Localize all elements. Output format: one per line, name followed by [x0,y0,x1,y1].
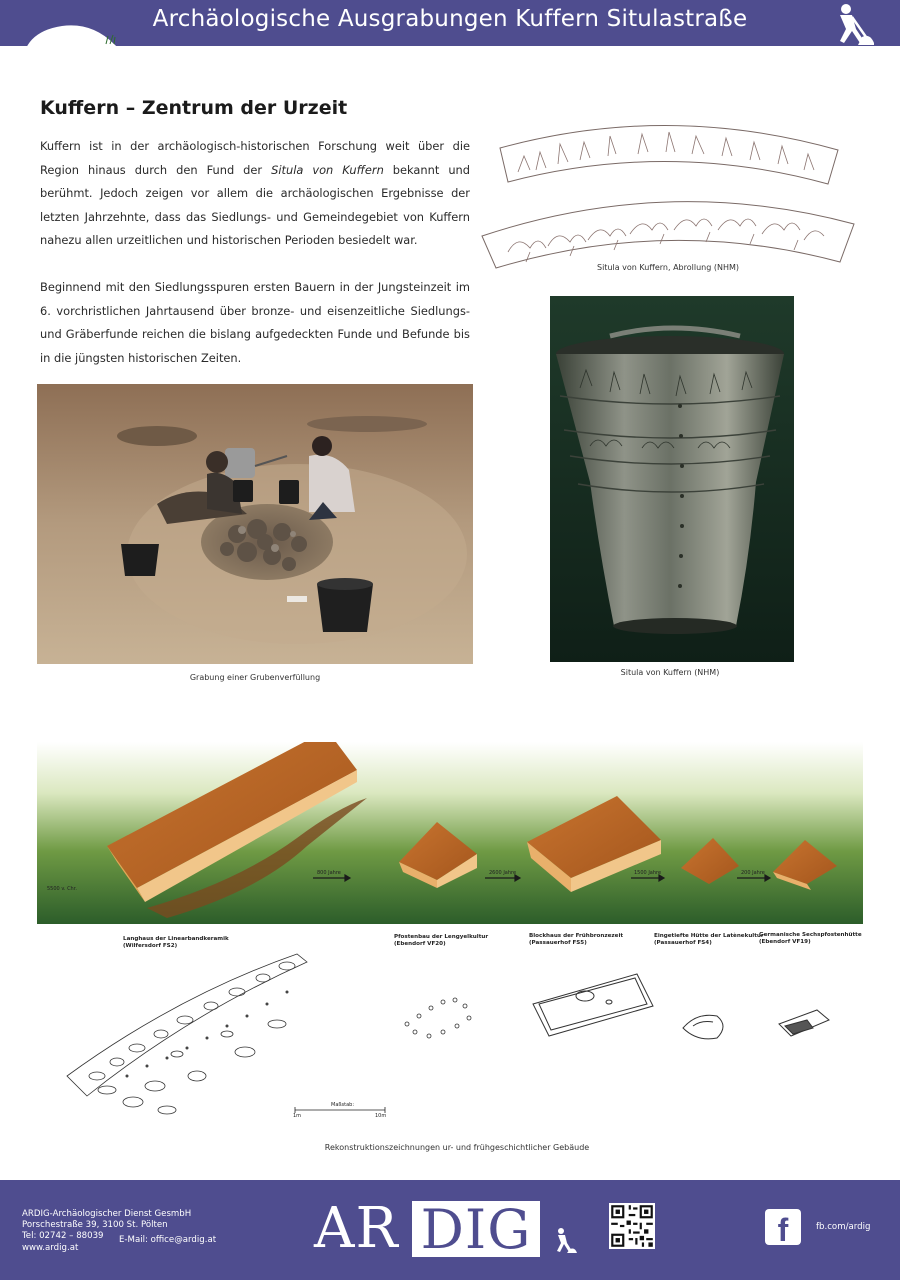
facebook-glyph: f [777,1212,789,1248]
facebook-link[interactable]: fb.com/ardig [816,1222,871,1232]
history-paragraph: Beginnend mit den Siedlungsspuren ersten Bauern in der Jungsteinzeit im 6. vorchristlichen Jahrtausend über bronze- und eisenzeitliche Siedlungs- und Gräberfunde reichen die bislang aufgedeckten Funde und Befunde bis in die jüngsten historischen Zeiten. [40,280,470,365]
arrow-label-3: 1500 Jahre [634,870,662,876]
logo-text-right: DIG [412,1201,540,1257]
scale-max: 10m [375,1113,387,1119]
plan-site-3: (Passauerhof FS5) [529,940,587,946]
arrow-label-4: 200 Jahre [741,870,765,876]
email-link[interactable]: E-Mail: office@ardig.at [119,1235,217,1245]
intro-text-b: bekannt und berühmt. Jedoch zeigen vor allem die archäologischen Ergebnisse der letzten Jahrzehnte, dass das Siedlungs- und Gemeindegebiet von Kuffern nahezu allen urzeitlichen und historischen Perioden besiedelt war. [40,162,470,248]
start-date-label: 5500 v. Chr. [47,886,77,892]
plan-name-3: Blockhaus der Frühbronzezeit [529,933,624,939]
digging-figure-icon [553,1227,577,1253]
ground-plans [37,926,863,1121]
article-heading: Kuffern – Zentrum der Urzeit [40,97,348,119]
rollout-caption: Situla von Kuffern, Abrollung (NHM) [597,263,739,272]
phone-number: Tel: 02742 – 88039 [22,1231,104,1242]
facebook-icon[interactable] [765,1209,801,1248]
situla-caption: Situla von Kuffern (NHM) [620,668,720,677]
website-link[interactable]: www.ardig.at [22,1242,79,1253]
excavation-caption: Grabung einer Grubenverfüllung [189,673,321,682]
arrow-label-2: 2600 Jahre [489,870,517,876]
plan-name-5: Germanische Sechspfostenhütte [759,932,862,938]
situla-photo [550,296,794,662]
excavation-photo [37,384,473,664]
plan-name-4: Eingetiefte Hütte der Latènekultur [654,933,764,939]
scale-label: Maßstab: [331,1102,355,1108]
contact-address [22,1209,191,1254]
digging-figure-icon [830,3,874,45]
situla-rollout-drawing [478,112,858,272]
reconstruction-caption: Rekonstruktionszeichnungen ur- und frühgeschichtlicher Gebäude [324,1143,590,1152]
plan-site-2: (Ebendorf VF20) [394,941,446,947]
ardig-logo [314,1197,540,1261]
reconstruction-panel [37,742,863,924]
plan-site-5: (Ebendorf VF19) [759,939,811,945]
plan-name-1: Langhaus der Linearbandkeramik [123,936,229,942]
arrow-label-1: 800 Jahre [317,870,341,876]
plan-site-1: (Wilfersdorf FS2) [123,943,178,949]
plan-name-2: Pfostenbau der Lengyelkultur [394,934,489,940]
page-title: Archäologische Ausgrabungen Kuffern Situlastraße [152,6,748,32]
intro-text-a: Kuffern ist in der archäologisch-historischen Forschung weit über die Region hinaus durch den Fund der [40,139,470,177]
company-name: ARDIG-Archäologischer Dienst GesmbH [22,1209,192,1219]
intro-text-italic: Situla von Kuffern [271,162,384,177]
qr-code-icon[interactable] [609,1203,655,1249]
plan-site-4: (Passauerhof FS4) [654,940,712,946]
intro-paragraph [40,135,470,253]
logo-text-left: AR [314,1196,399,1261]
scale-min: 1m [293,1113,302,1119]
header-banner [0,0,900,46]
street-address: Porschestraße 39, 3100 St. Pölten [22,1220,168,1231]
